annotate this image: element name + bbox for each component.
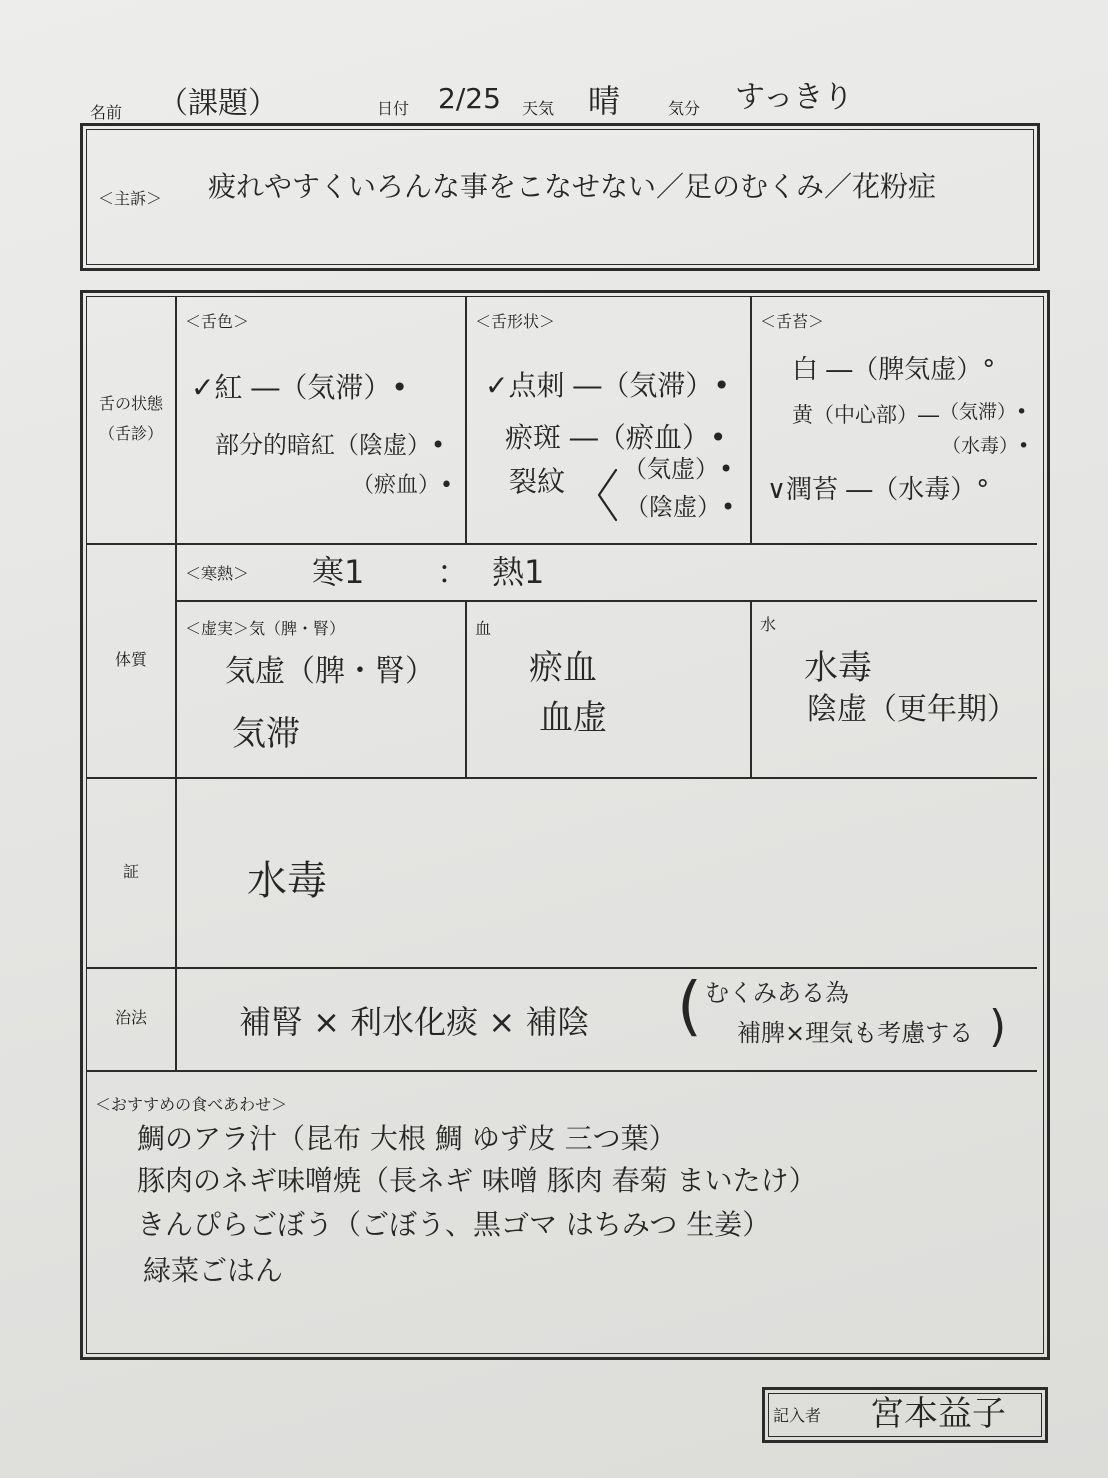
- assessment-table: [80, 290, 1050, 1360]
- recorder-label: 記入者: [773, 1408, 822, 1425]
- qi-value: 気虚（脾・腎）: [225, 654, 435, 689]
- name-label: 名前: [90, 105, 123, 122]
- treatment-note-open-paren: (: [677, 970, 702, 1044]
- food-item: きんぴらごぼう（ごぼう、黒ゴマ はちみつ 生姜）: [137, 1208, 771, 1241]
- bracket-mark: [595, 467, 619, 523]
- constitution-label-cell: [87, 545, 177, 779]
- water-value: 陰虚（更年期）: [807, 692, 1017, 727]
- weather-label: 天気: [522, 101, 555, 118]
- coating-yellow-cause: （水毒）•: [942, 435, 1030, 457]
- complaint-box: [80, 123, 1040, 271]
- blood-value: 血虚: [539, 698, 607, 738]
- tongue-color-label: ＜舌色＞: [185, 314, 250, 331]
- pattern-label-cell: [87, 779, 177, 969]
- food-item: 緑菜ごはん: [143, 1254, 284, 1287]
- tongue-sublabel: （舌診）: [98, 426, 163, 443]
- blood-cell: [467, 602, 752, 779]
- cold-heat-label: ＜寒熱＞: [185, 566, 250, 583]
- date-value: 2/25: [438, 82, 501, 115]
- water-label: 水: [760, 617, 777, 634]
- treatment-value-cell: [177, 969, 1037, 1072]
- tongue-color-line: ✓紅 ―（気滞）•: [191, 371, 408, 404]
- cold-heat-cell: [177, 545, 1037, 602]
- name-value: （課題）: [158, 86, 278, 121]
- weather-value: 晴: [588, 82, 621, 120]
- table-inner-frame: [86, 296, 1044, 1354]
- mood-value: すっきり: [735, 80, 854, 115]
- blood-label: 血: [475, 621, 492, 638]
- coating-yellow: 黄（中心部）―: [792, 403, 939, 427]
- mood-label: 気分: [668, 101, 701, 118]
- recorder-value: 宮本益子: [870, 1394, 1006, 1434]
- pattern-label: 証: [122, 863, 139, 881]
- constitution-label: 体質: [114, 651, 147, 669]
- tongue-coating-cell: [752, 297, 1037, 545]
- qi-cell: [177, 602, 467, 779]
- food-item: 鯛のアラ汁（昆布 大根 鯛 ゆず皮 三つ葉）: [137, 1122, 677, 1155]
- food-item: 豚肉のネギ味噌焼（長ネギ 味噌 豚肉 春菊 まいたけ）: [137, 1164, 817, 1197]
- treatment-note-line: むくみある為: [705, 979, 849, 1007]
- cold-heat-separator: ：: [437, 553, 470, 591]
- blood-value: 瘀血: [529, 648, 597, 688]
- coating-moist: ∨潤苔 ―（水毒）°: [767, 475, 990, 505]
- tongue-shape-line: 瘀斑 ―（瘀血）•: [505, 421, 727, 454]
- tongue-color-line: （瘀血）•: [352, 473, 453, 498]
- food-cell: [87, 1072, 1037, 1347]
- pattern-value: 水毒: [247, 858, 327, 904]
- tongue-color-line: 部分的暗紅（陰虚）•: [215, 431, 446, 459]
- coating-yellow-cause: （気滞）•: [940, 401, 1028, 423]
- water-value: 水毒: [804, 648, 872, 688]
- treatment-value: 補腎 × 利水化痰 × 補陰: [239, 1003, 590, 1041]
- tongue-label: 舌の状態: [98, 395, 163, 413]
- tongue-fissure-cause: （陰虚）•: [625, 493, 736, 521]
- tongue-label-cell: [87, 297, 177, 545]
- heat-value: 熱1: [492, 553, 545, 591]
- qi-label: ＜虚実＞気（脾・腎）: [185, 621, 346, 638]
- complaint-label: ＜主訴＞: [98, 191, 163, 208]
- tongue-fissure-cause: （気虚）•: [623, 455, 734, 483]
- tongue-shape-label: ＜舌形状＞: [475, 314, 556, 331]
- treatment-label-cell: [87, 969, 177, 1072]
- qi-value: 気滞: [232, 714, 300, 754]
- tongue-shape-cell: [467, 297, 752, 545]
- cold-value: 寒1: [312, 553, 365, 591]
- treatment-label: 治法: [114, 1010, 147, 1028]
- treatment-note-close-paren: ): [989, 1001, 1007, 1052]
- tongue-coating-label: ＜舌苔＞: [760, 314, 825, 331]
- pattern-value-cell: [177, 779, 1037, 969]
- food-label: ＜おすすめの食べあわせ＞: [95, 1097, 288, 1114]
- water-cell: [752, 602, 1037, 779]
- tongue-shape-line: ✓点刺 ―（気滞）•: [485, 369, 730, 402]
- treatment-note-line: 補脾×理気も考慮する: [737, 1019, 974, 1047]
- tongue-fissure: 裂紋: [509, 465, 566, 498]
- recorder-box: [762, 1387, 1048, 1443]
- complaint-value: 疲れやすくいろんな事をこなせない／足のむくみ／花粉症: [208, 170, 937, 203]
- coating-white: 白 ―（脾気虚）°: [792, 355, 996, 385]
- date-label: 日付: [377, 101, 410, 118]
- tongue-color-cell: [177, 297, 467, 545]
